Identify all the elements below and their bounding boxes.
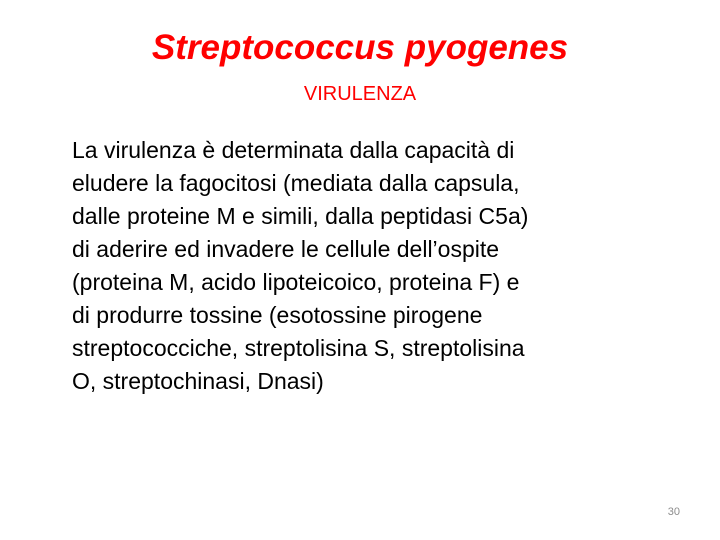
body-line: O, streptochinasi, Dnasi) bbox=[72, 368, 324, 394]
body-line: streptococciche, streptolisina S, streptolisina bbox=[72, 335, 525, 361]
page-number: 30 bbox=[667, 506, 680, 518]
body-line: (proteina M, acido lipoteicoico, proteina F) e bbox=[72, 269, 520, 295]
body-line: La virulenza è determinata dalla capacità di bbox=[72, 137, 515, 163]
slide-body-text bbox=[72, 134, 672, 398]
body-line: eludere la fagocitosi (mediata dalla capsula, bbox=[72, 170, 520, 196]
body-line: dalle proteine M e simili, dalla peptidasi C5a) bbox=[72, 203, 529, 229]
body-line: di produrre tossine (esotossine pirogene bbox=[72, 302, 483, 328]
slide-subtitle: VIRULENZA bbox=[303, 83, 417, 105]
slide-title: Streptococcus pyogenes bbox=[151, 28, 569, 67]
body-line: di aderire ed invadere le cellule dell’ospite bbox=[72, 236, 500, 262]
